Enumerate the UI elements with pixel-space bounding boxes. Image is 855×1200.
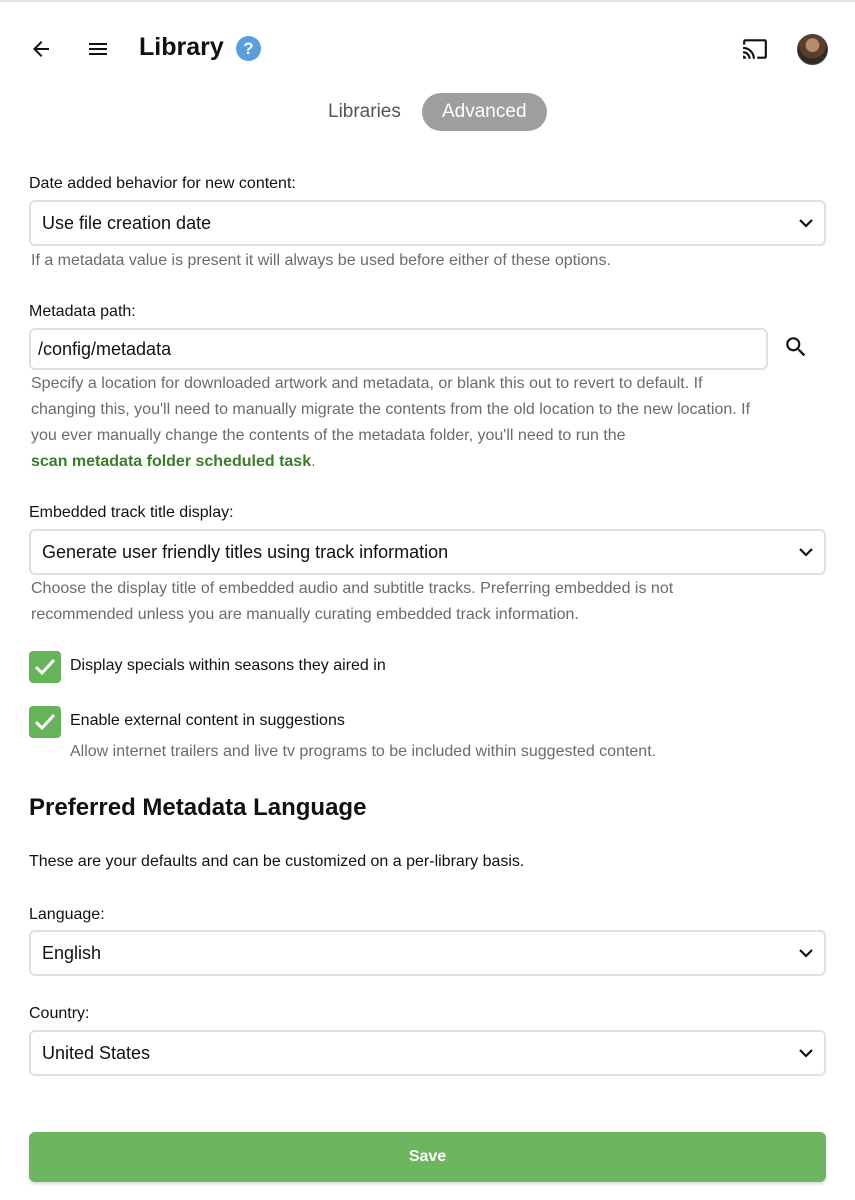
language-select[interactable]: [29, 930, 826, 976]
track-help-line-1: Choose the display title of embedded audio and subtitle tracks. Preferring embedded is not: [31, 580, 674, 597]
top-divider: [0, 0, 855, 2]
metadata-help-end: .: [311, 453, 316, 470]
section-heading: Preferred Metadata Language: [29, 794, 367, 821]
metadata-path-input[interactable]: /config/metadata: [29, 328, 768, 370]
back-button[interactable]: [21, 29, 61, 69]
cast-button[interactable]: [735, 29, 775, 69]
date-added-help: If a metadata value is present it will always be used before either of these options.: [31, 252, 611, 269]
tab-libraries[interactable]: Libraries: [328, 101, 401, 122]
display-specials-label: Display specials within seasons they aired in: [70, 657, 386, 674]
checkmark-icon: [34, 657, 56, 677]
help-icon[interactable]: ?: [236, 36, 261, 61]
settings-tabs: [0, 93, 855, 131]
app-header: [0, 20, 855, 78]
metadata-help-line-3: you ever manually change the contents of the metadata folder, you'll need to run the: [31, 427, 626, 444]
menu-icon: [86, 37, 110, 61]
user-avatar[interactable]: [797, 34, 828, 65]
browse-path-button[interactable]: [780, 331, 812, 363]
external-content-note: Allow internet trailers and live tv programs to be included within suggested content.: [70, 743, 657, 760]
chevron-down-icon: [798, 216, 814, 230]
chevron-down-icon: [798, 946, 814, 960]
cast-icon: [740, 36, 770, 62]
display-specials-checkbox[interactable]: [29, 651, 61, 683]
menu-button[interactable]: [78, 29, 118, 69]
save-button[interactable]: Save: [29, 1132, 826, 1182]
language-value: English: [42, 943, 102, 963]
section-description: These are your defaults and can be customized on a per-library basis.: [29, 853, 525, 870]
country-select[interactable]: [29, 1030, 826, 1076]
date-added-value: Use file creation date: [42, 213, 212, 233]
track-title-label: Embedded track title display:: [29, 504, 234, 521]
scan-metadata-task-link[interactable]: scan metadata folder scheduled task: [31, 453, 312, 470]
tab-advanced[interactable]: Advanced: [422, 93, 547, 131]
page-title: Library: [139, 33, 224, 61]
metadata-path-help: [31, 371, 821, 475]
chevron-down-icon: [798, 1046, 814, 1060]
country-value: United States: [42, 1043, 151, 1063]
external-content-checkbox[interactable]: [29, 706, 61, 738]
date-added-label: Date added behavior for new content:: [29, 175, 296, 192]
checkmark-icon: [34, 712, 56, 732]
metadata-help-line-2: changing this, you'll need to manually migrate the contents from the old location to the new location. If: [31, 401, 751, 418]
track-title-help: [31, 576, 821, 628]
date-added-select[interactable]: [29, 200, 826, 246]
metadata-help-line-1: Specify a location for downloaded artwork and metadata, or blank this out to revert to default. If: [31, 375, 703, 392]
language-label: Language:: [29, 906, 105, 923]
track-title-value: Generate user friendly titles using track information: [42, 542, 449, 562]
track-help-line-2: recommended unless you are manually curating embedded track information.: [31, 606, 579, 623]
search-icon: [783, 334, 809, 360]
external-content-label: Enable external content in suggestions: [70, 712, 345, 729]
metadata-path-label: Metadata path:: [29, 303, 136, 320]
track-title-select[interactable]: [29, 529, 826, 575]
back-arrow-icon: [29, 37, 53, 61]
chevron-down-icon: [798, 545, 814, 559]
country-label: Country:: [29, 1005, 90, 1022]
